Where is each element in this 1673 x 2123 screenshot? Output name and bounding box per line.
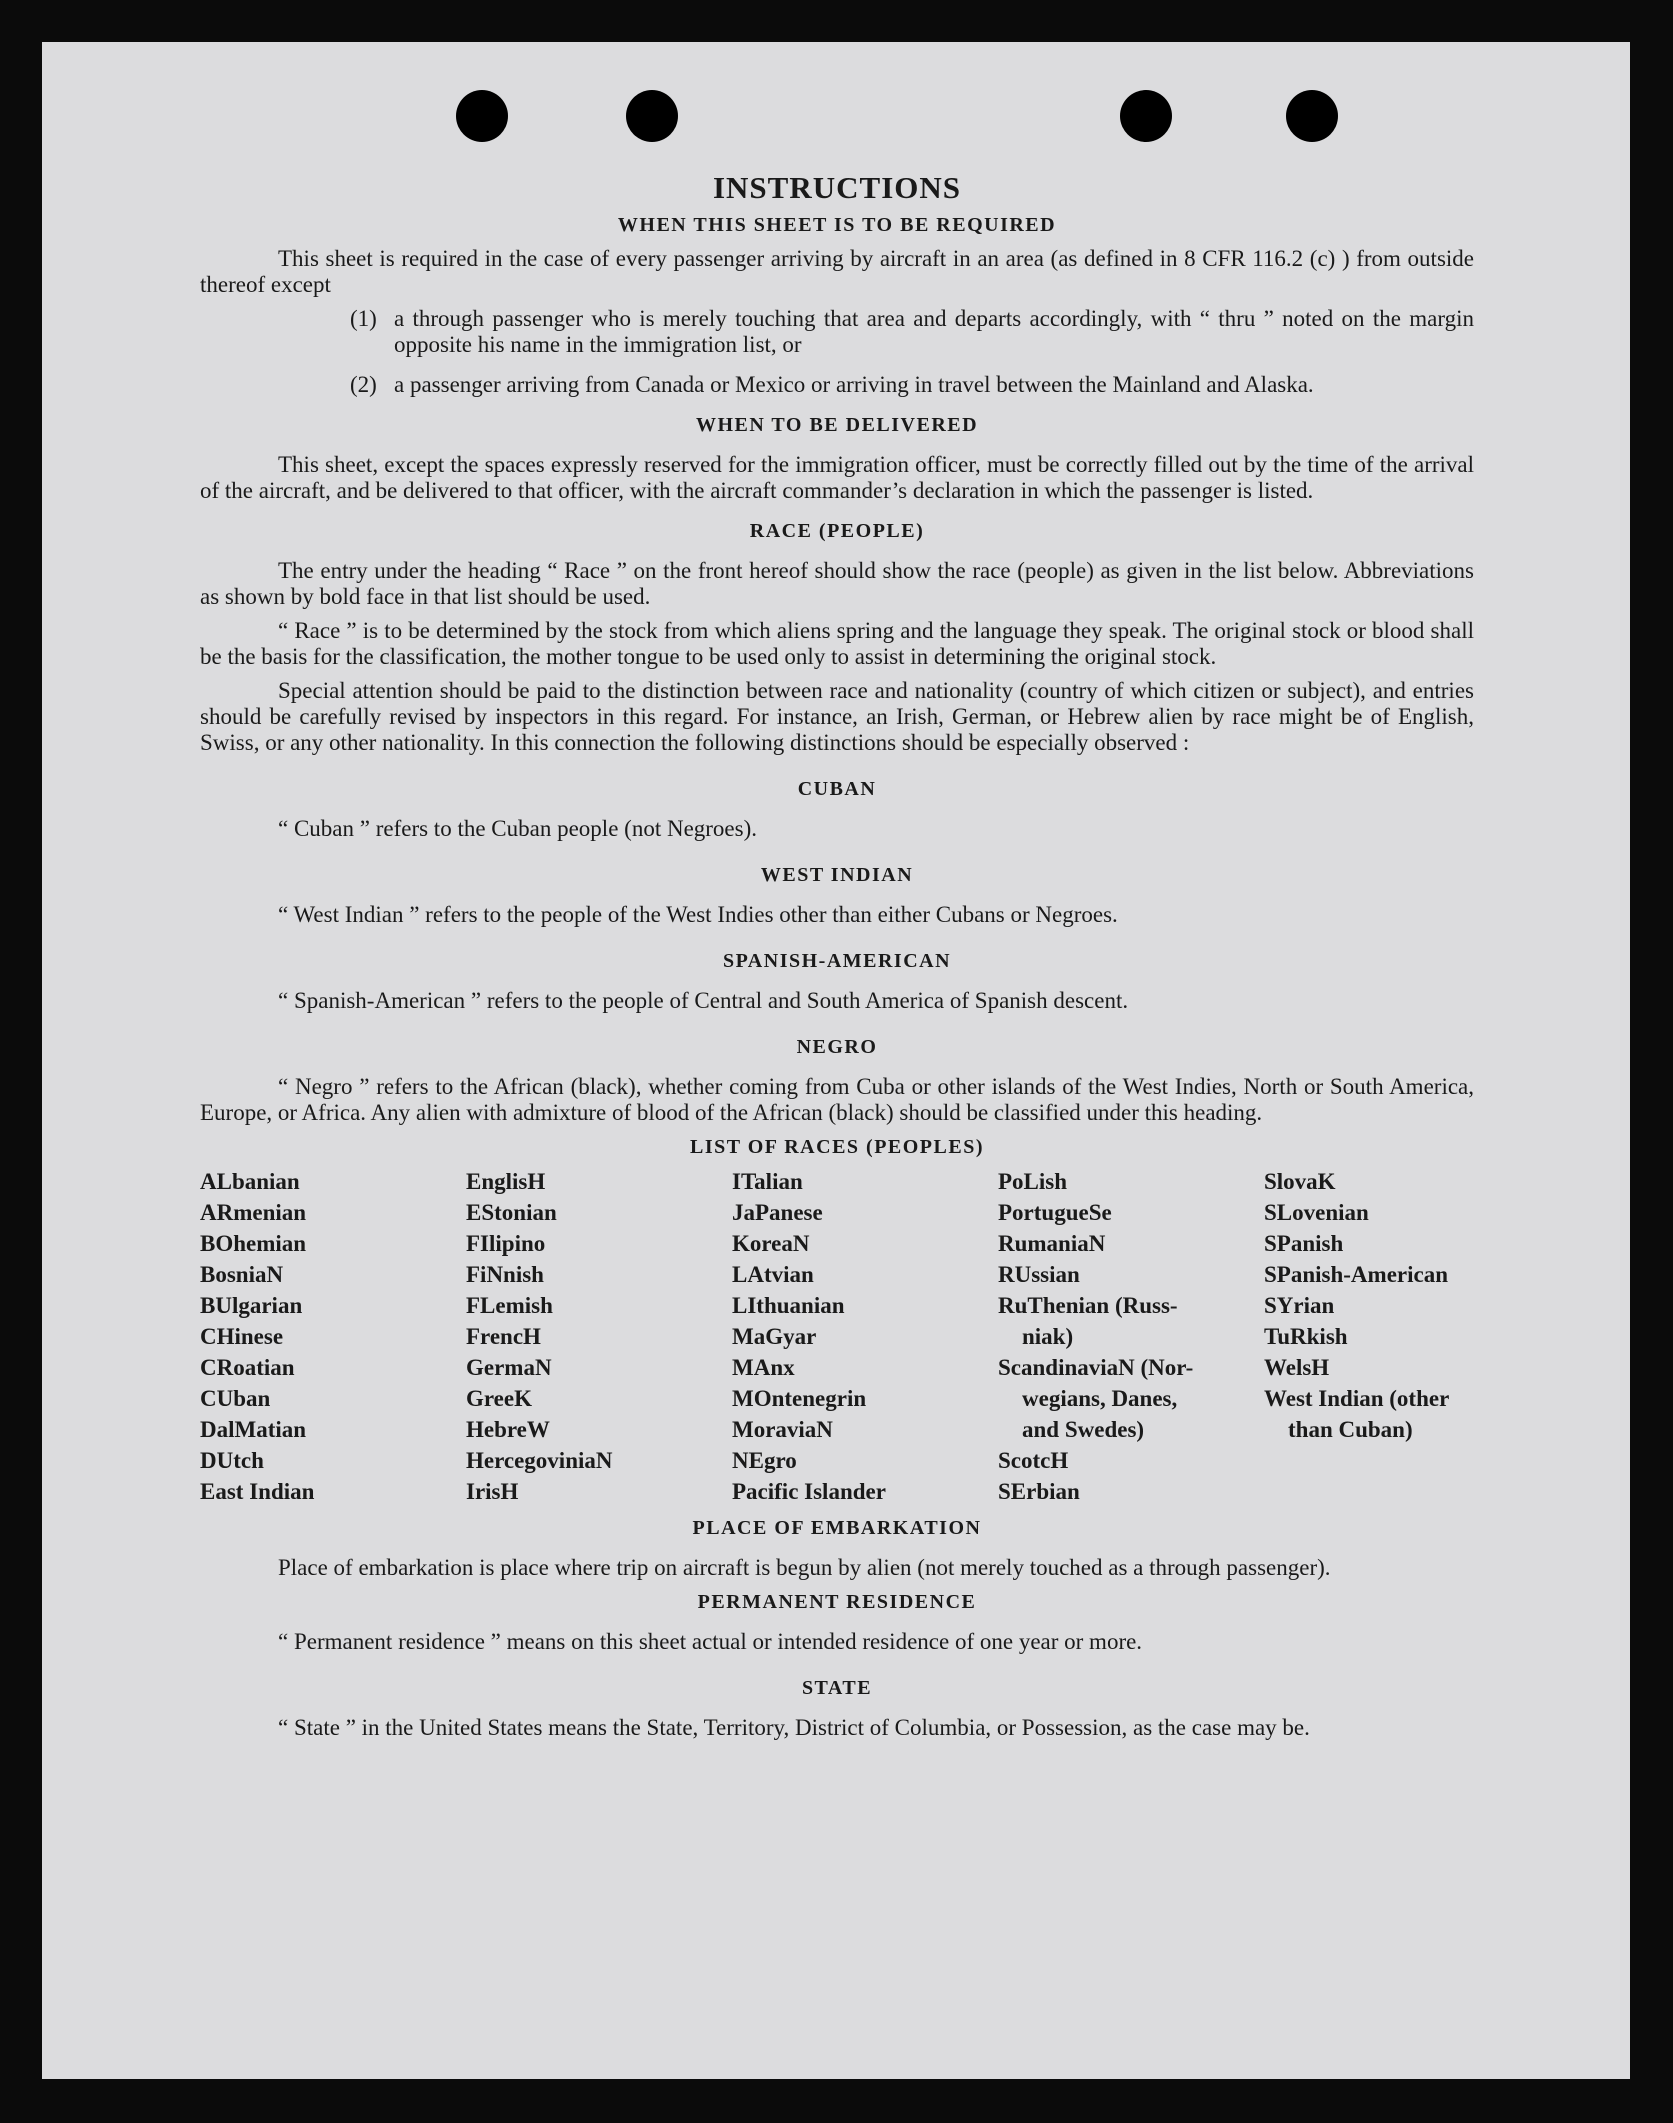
heading-cuban: CUBAN — [797, 778, 877, 800]
race-list-item: JaPanese — [732, 1200, 823, 1225]
race-list-item: FrencH — [466, 1324, 541, 1349]
race-list-item: BosniaN — [200, 1262, 284, 1287]
heading-permanent-residence: PERMANENT RESIDENCE — [697, 1591, 977, 1613]
race-list-item: SErbian — [998, 1479, 1080, 1504]
race-list-item: than Cuban) — [1288, 1417, 1413, 1442]
race-list-item: MAnx — [732, 1355, 795, 1380]
heading-list-of-races: LIST OF RACES (PEOPLES) — [689, 1136, 984, 1158]
race-column-5 — [1264, 1166, 1474, 1507]
race-list-item: RuThenian (Russ- — [998, 1293, 1178, 1318]
punch-hole-2 — [626, 90, 678, 142]
race-list-item: LIthuanian — [732, 1293, 845, 1318]
race-list-item: SYrian — [1264, 1293, 1335, 1318]
heading-when-delivered: WHEN TO BE DELIVERED — [695, 414, 979, 436]
exception-item-1 — [350, 306, 1474, 358]
para-cuban: “ Cuban ” refers to the Cuban people (not Negroes). — [278, 816, 758, 841]
race-list-item: ALbanian — [200, 1169, 300, 1194]
heading-negro: NEGRO — [796, 1036, 878, 1058]
exception-item-2 — [350, 372, 1474, 398]
para-negro: “ Negro ” refers to the African (black), whether coming from Cuba or other islands of the West Indies, North or South America, Europe, or Africa. Any alien with admixture of blood of the African (black) should be classified under this heading. — [200, 1074, 1474, 1125]
punch-hole-3 — [1120, 90, 1172, 142]
race-list-item: PortugueSe — [998, 1200, 1112, 1225]
race-list-item: HercegoviniaN — [466, 1448, 613, 1473]
race-list-item: CRoatian — [200, 1355, 295, 1380]
heading-spanish-american: SPANISH-AMERICAN — [722, 950, 952, 972]
race-list-item: EStonian — [466, 1200, 557, 1225]
heading-race: RACE (PEOPLE) — [749, 520, 925, 542]
race-list-item: GermaN — [466, 1355, 552, 1380]
race-list-item: FLemish — [466, 1293, 553, 1318]
exception-item-2-number: (2) — [350, 372, 377, 397]
race-list-item: SLovenian — [1264, 1200, 1369, 1225]
race-list-item: SlovaK — [1264, 1169, 1336, 1194]
race-list-item: SPanish — [1264, 1231, 1344, 1256]
para-race-1: The entry under the heading “ Race ” on the front hereof should show the race (people) as given in the list below. Abbreviations as shown by bold face in that list should be used. — [200, 558, 1474, 609]
page-title: INSTRUCTIONS — [712, 170, 961, 205]
race-column-1 — [200, 1166, 466, 1507]
exception-item-1-text: a through passenger who is merely touching that area and departs accordingly, with “ thru ” noted on the margin opposite his name in the immigration list, or — [394, 306, 1474, 357]
para-when-delivered: This sheet, except the spaces expressly reserved for the immigration officer, must be correctly filled out by the time of the arrival of the aircraft, and be delivered to that officer, with the aircraft commander’s declaration in which the passenger is listed. — [200, 452, 1474, 503]
race-list-item: LAtvian — [732, 1262, 814, 1287]
exception-item-2-text: a passenger arriving from Canada or Mexico or arriving in travel between the Mainland and Alaska. — [394, 372, 1314, 397]
race-list-item: ScandinaviaN (Nor- — [998, 1355, 1194, 1380]
race-list-item: DUtch — [200, 1448, 264, 1473]
race-list-item: IrisH — [466, 1479, 519, 1504]
race-list-item: Pacific Islander — [732, 1479, 886, 1504]
race-list-item: NEgro — [732, 1448, 797, 1473]
race-list-item: HebreW — [466, 1417, 550, 1442]
race-list-item: ScotcH — [998, 1448, 1069, 1473]
exception-item-1-number: (1) — [350, 306, 377, 331]
race-list-item: BOhemian — [200, 1231, 307, 1256]
para-when-required: This sheet is required in the case of every passenger arriving by aircraft in an area (as defined in 8 CFR 116.2 (c) ) from outside thereof except — [200, 246, 1474, 297]
instructions-content — [200, 170, 1474, 1741]
heading-place-of-embarkation: PLACE OF EMBARKATION — [692, 1517, 982, 1539]
race-list-item: and Swedes) — [1022, 1417, 1145, 1442]
race-list-item: TuRkish — [1264, 1324, 1348, 1349]
race-list-item: ARmenian — [200, 1200, 307, 1225]
punch-hole-1 — [456, 90, 508, 142]
race-list-item: FIlipino — [466, 1231, 546, 1256]
race-list-item: PoLish — [998, 1169, 1068, 1194]
race-list-item: ITalian — [732, 1169, 803, 1194]
race-list — [200, 1166, 1474, 1507]
punch-hole-4 — [1286, 90, 1338, 142]
race-list-item: GreeK — [466, 1386, 532, 1411]
race-list-item: wegians, Danes, — [1022, 1386, 1178, 1411]
para-race-2: “ Race ” is to be determined by the stock from which aliens spring and the language they speak. The original stock or blood shall be the basis for the classification, the mother tongue to be used only to assist in determining the original stock. — [200, 618, 1474, 669]
race-list-item: West Indian (other — [1264, 1386, 1450, 1411]
race-column-4 — [998, 1166, 1264, 1507]
race-list-item: MoraviaN — [732, 1417, 833, 1442]
race-list-item: RumaniaN — [998, 1231, 1106, 1256]
race-list-item: BUlgarian — [200, 1293, 303, 1318]
para-west-indian: “ West Indian ” refers to the people of the West Indies other than either Cubans or Negroes. — [278, 902, 1118, 927]
race-list-item: CUban — [200, 1386, 271, 1411]
heading-state: STATE — [801, 1677, 873, 1699]
race-list-item: niak) — [1022, 1324, 1074, 1349]
race-list-item: KoreaN — [732, 1231, 810, 1256]
document-sheet — [42, 42, 1630, 2079]
race-list-item: DalMatian — [200, 1417, 307, 1442]
para-spanish-american: “ Spanish-American ” refers to the people of Central and South America of Spanish descent. — [278, 988, 1129, 1013]
para-permanent-residence: “ Permanent residence ” means on this sheet actual or intended residence of one year or more. — [278, 1629, 1143, 1654]
race-list-item: MOntenegrin — [732, 1386, 867, 1411]
race-column-2 — [466, 1166, 732, 1507]
heading-when-required: WHEN THIS SHEET IS TO BE REQUIRED — [617, 214, 1057, 236]
race-list-item: CHinese — [200, 1324, 284, 1349]
race-list-item: MaGyar — [732, 1324, 817, 1349]
heading-west-indian: WEST INDIAN — [760, 864, 914, 886]
race-list-item: FiNnish — [466, 1262, 544, 1287]
race-column-3 — [732, 1166, 998, 1507]
para-state: “ State ” in the United States means the State, Territory, District of Columbia, or Possession, as the case may be. — [278, 1715, 1310, 1740]
race-list-item: East Indian — [200, 1479, 315, 1504]
para-race-3: Special attention should be paid to the distinction between race and nationality (country of which citizen or subject), and entries should be carefully revised by inspectors in this regard. For instance, an Irish, German, or Hebrew alien by race might be of English, Swiss, or any other nationality. In this connection the following distinctions should be especially observed : — [200, 678, 1474, 755]
para-place-of-embarkation: Place of embarkation is place where trip on aircraft is begun by alien (not merely touched as a through passenger). — [278, 1555, 1331, 1580]
race-list-item: EnglisH — [466, 1169, 546, 1194]
race-list-item: RUssian — [998, 1262, 1080, 1287]
race-list-item: SPanish-American — [1264, 1262, 1448, 1287]
race-list-item: WelsH — [1264, 1355, 1330, 1380]
